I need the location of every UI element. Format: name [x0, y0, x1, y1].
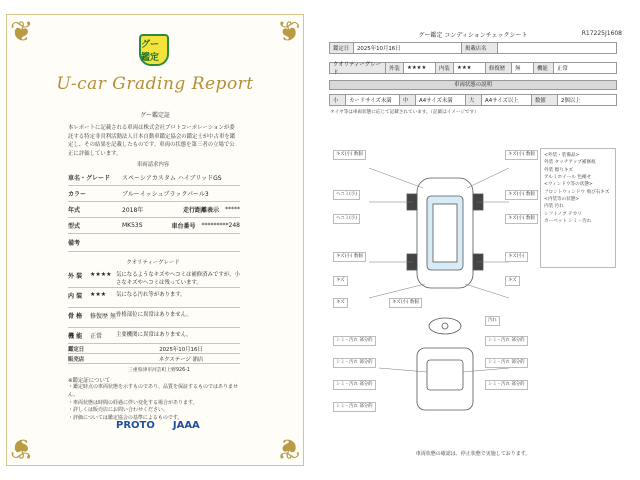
field-row-color: [68, 186, 240, 202]
extra-line: <外装・装備品>: [544, 153, 580, 158]
extra-line: カーペット シミ・汚れ: [544, 219, 592, 225]
mark-value: 2個以上: [561, 98, 581, 104]
grade-row: [329, 62, 617, 74]
grade-label: クオリティーグレード: [330, 63, 386, 73]
size-large-label: 大: [466, 95, 482, 105]
store-value: [498, 43, 616, 53]
logo-bar: [116, 420, 200, 431]
proto-logo: PROTO: [116, 420, 155, 431]
damage-tag: キズ(小) 数個: [333, 252, 366, 262]
quality-stars: ★★★: [90, 291, 107, 298]
field-value: スペーシアカスタム ハイブリッドGS: [122, 175, 222, 182]
field-row-notes: [68, 234, 240, 252]
issue-date-value: 2025年10月16日: [159, 346, 203, 353]
size-small-label: 小: [330, 95, 346, 105]
damage-tag: ヘコミ(小): [333, 214, 360, 224]
notes-heading: ※鑑定証について: [68, 378, 111, 384]
dealer-address: 三重県津市河芸町上野926-1: [128, 368, 190, 373]
field-value: MK53S: [122, 222, 143, 229]
extra-line: <内装等の状態>: [544, 197, 580, 203]
vehicle-section-title: 車両請求内容: [136, 162, 170, 168]
mark-label: 数値: [532, 95, 558, 105]
size-card: カードサイズ未満: [346, 95, 400, 105]
field-row-year: [68, 202, 240, 218]
extra-notes-box: [540, 148, 616, 268]
quality-stars: ★★★★: [90, 271, 112, 278]
note-line: ・評価については鑑定協会の基準によるものです。: [68, 415, 183, 421]
goo-badge-icon: グー鑑定: [139, 34, 169, 66]
quality-stars: 正常: [90, 333, 103, 340]
quality-row-frame: [68, 308, 240, 328]
field-row-model: [68, 218, 240, 234]
repair-value: 無: [512, 63, 534, 73]
field-row-name: [68, 170, 240, 186]
state-bar: 車両状態の説明: [329, 80, 617, 90]
sheet-title: グー鑑定 コンディションチェックシート: [418, 32, 528, 39]
grading-report-title: U-car Grading Report: [56, 74, 254, 94]
sheet-id: R17225J1608: [581, 30, 622, 37]
dealer-value: ネクステージ 浦店: [158, 356, 204, 363]
field-label: 型式: [68, 223, 81, 230]
damage-tag: キズ(小) 数個: [505, 214, 538, 224]
extra-line: 外装 擦りキズ: [544, 167, 573, 173]
extra-line: 内装 汚れ: [544, 204, 564, 210]
date-value: 2025年10月16日: [354, 43, 462, 53]
quality-text: 主要機関に異常はありません。: [116, 332, 192, 338]
func-label: 機能: [534, 63, 554, 73]
certificate-intro: 本レポートに記載される車両は株式会社プロトコーポレーションが委託する特定非営利活動法人日本自動車鑑定協会の鑑定士が中古車を鑑定し、その結果を記載したものです。車両の状態を第三者の立場で公正に評価しています。: [68, 125, 236, 157]
ornament-icon: ❦: [10, 15, 34, 48]
int-label: 内装: [436, 63, 454, 73]
damage-tag: キズ(小) 数個: [389, 298, 422, 308]
damage-tag: シミ・汚れ 部分的: [333, 380, 376, 390]
damage-tag: キズ(小) 数個: [333, 150, 366, 160]
sheet-footer: 車両状態の確認は、停止状態で実施しております。: [415, 451, 531, 457]
repair-label: 修復歴: [486, 63, 512, 73]
dealer-label: 販売店: [68, 356, 85, 363]
issue-date-label: 鑑定日: [68, 346, 85, 353]
field-sub-label: 車台番号: [171, 223, 196, 230]
damage-tag: ヘコミ(小): [333, 190, 360, 200]
ext-value: ★★★★: [404, 63, 436, 73]
dealer-row: [68, 354, 240, 364]
damage-tag: キズ(小) 数個: [505, 150, 538, 160]
quality-row-interior: [68, 288, 240, 308]
jaaa-logo: JAAA: [172, 420, 200, 431]
extra-line: フロントウィンドウ 飛び石キズ: [544, 189, 610, 195]
damage-tag: キズ(小) 数個: [505, 190, 538, 200]
extra-line: シフトノブ テカリ: [544, 211, 582, 217]
grading-certificate: [6, 14, 304, 466]
quality-row-function: [68, 328, 240, 344]
quality-section-title: クオリティーグレード: [126, 260, 180, 266]
damage-tag: キズ: [505, 276, 520, 286]
size-mid-label: 中: [400, 95, 416, 105]
quality-text: 骨格部位に異常はありません。: [116, 312, 192, 318]
field-label: 備考: [68, 240, 81, 247]
note-line: ・詳しくは販売店にお問い合わせください。: [68, 407, 169, 414]
condition-check-sheet: [324, 22, 622, 462]
extra-line: 外装 タッチアップ補修痕: [544, 160, 596, 166]
ext-label: 外装: [386, 63, 404, 73]
note-line: ・鑑定時点の車両状態を示すものであり、品質を保証するものではありません。: [68, 384, 239, 398]
damage-tag: キズ(小): [505, 252, 528, 262]
quality-text: 気になるようなキズやヘコミは補修済みですが、小さなキズやヘコミは残っています。: [116, 272, 240, 287]
damage-tag: シミ・汚れ 部分的: [333, 358, 376, 368]
damage-tag: 汚れ: [485, 316, 500, 326]
quality-label: 機 能: [68, 333, 83, 340]
field-sub-value: *********248: [201, 222, 240, 229]
ornament-icon: ❦: [276, 432, 300, 465]
damage-tag: シミ・汚れ 部分的: [485, 358, 528, 368]
field-label: 年式: [68, 207, 81, 214]
int-value: ★★★: [454, 63, 486, 73]
field-sub-value: *****: [225, 206, 240, 213]
field-value: 2018年: [122, 207, 144, 214]
quality-text: 気になる汚れ等があります。: [116, 292, 186, 298]
size-a4plus: A4サイズ以上: [482, 95, 532, 105]
field-label: カラー: [68, 191, 87, 198]
date-row: [329, 42, 617, 54]
quality-label: 内 装: [68, 293, 83, 300]
func-value: 正常: [557, 66, 568, 72]
size-a4: A4サイズ未満: [416, 95, 466, 105]
note-line: ・車両状態は時間の経過に伴い変化する場合があります。: [68, 399, 198, 406]
store-label: 掲載店名: [462, 43, 498, 53]
damage-tag: シミ・汚れ 部分的: [485, 380, 528, 390]
damage-tag: キズ: [333, 298, 348, 308]
certificate-subtitle: グー鑑定証: [139, 112, 170, 119]
damage-tag: キズ: [333, 276, 348, 286]
field-label: 車名・グレード: [68, 175, 111, 182]
damage-tag: シミ・汚れ 部分的: [333, 402, 376, 412]
size-row: [329, 94, 617, 106]
damage-tag: シミ・汚れ 部分的: [333, 336, 376, 346]
quality-stars: 修復歴 無: [90, 313, 116, 320]
extra-line: アルミホイール 色褪せ: [544, 175, 592, 181]
quality-row-exterior: [68, 268, 240, 288]
quality-label: 外 装: [68, 273, 83, 280]
field-sub-label: 走行距離表示: [182, 207, 219, 214]
ornament-icon: ❦: [276, 15, 300, 48]
certificate-notes: [68, 384, 248, 423]
extra-line: <ウィンドウ等の状態>: [544, 182, 593, 188]
legend-note: タイヤ等は車両状態に応じて記載されています。（記載はイメージです）: [330, 110, 479, 115]
issue-date-row: [68, 344, 240, 354]
damage-tag: シミ・汚れ 部分的: [485, 336, 528, 346]
date-label: 鑑定日: [330, 43, 354, 53]
field-value: ブルーイッシュブラックパール3: [122, 191, 209, 198]
ornament-icon: ❦: [10, 432, 34, 465]
quality-label: 骨 格: [68, 313, 83, 320]
